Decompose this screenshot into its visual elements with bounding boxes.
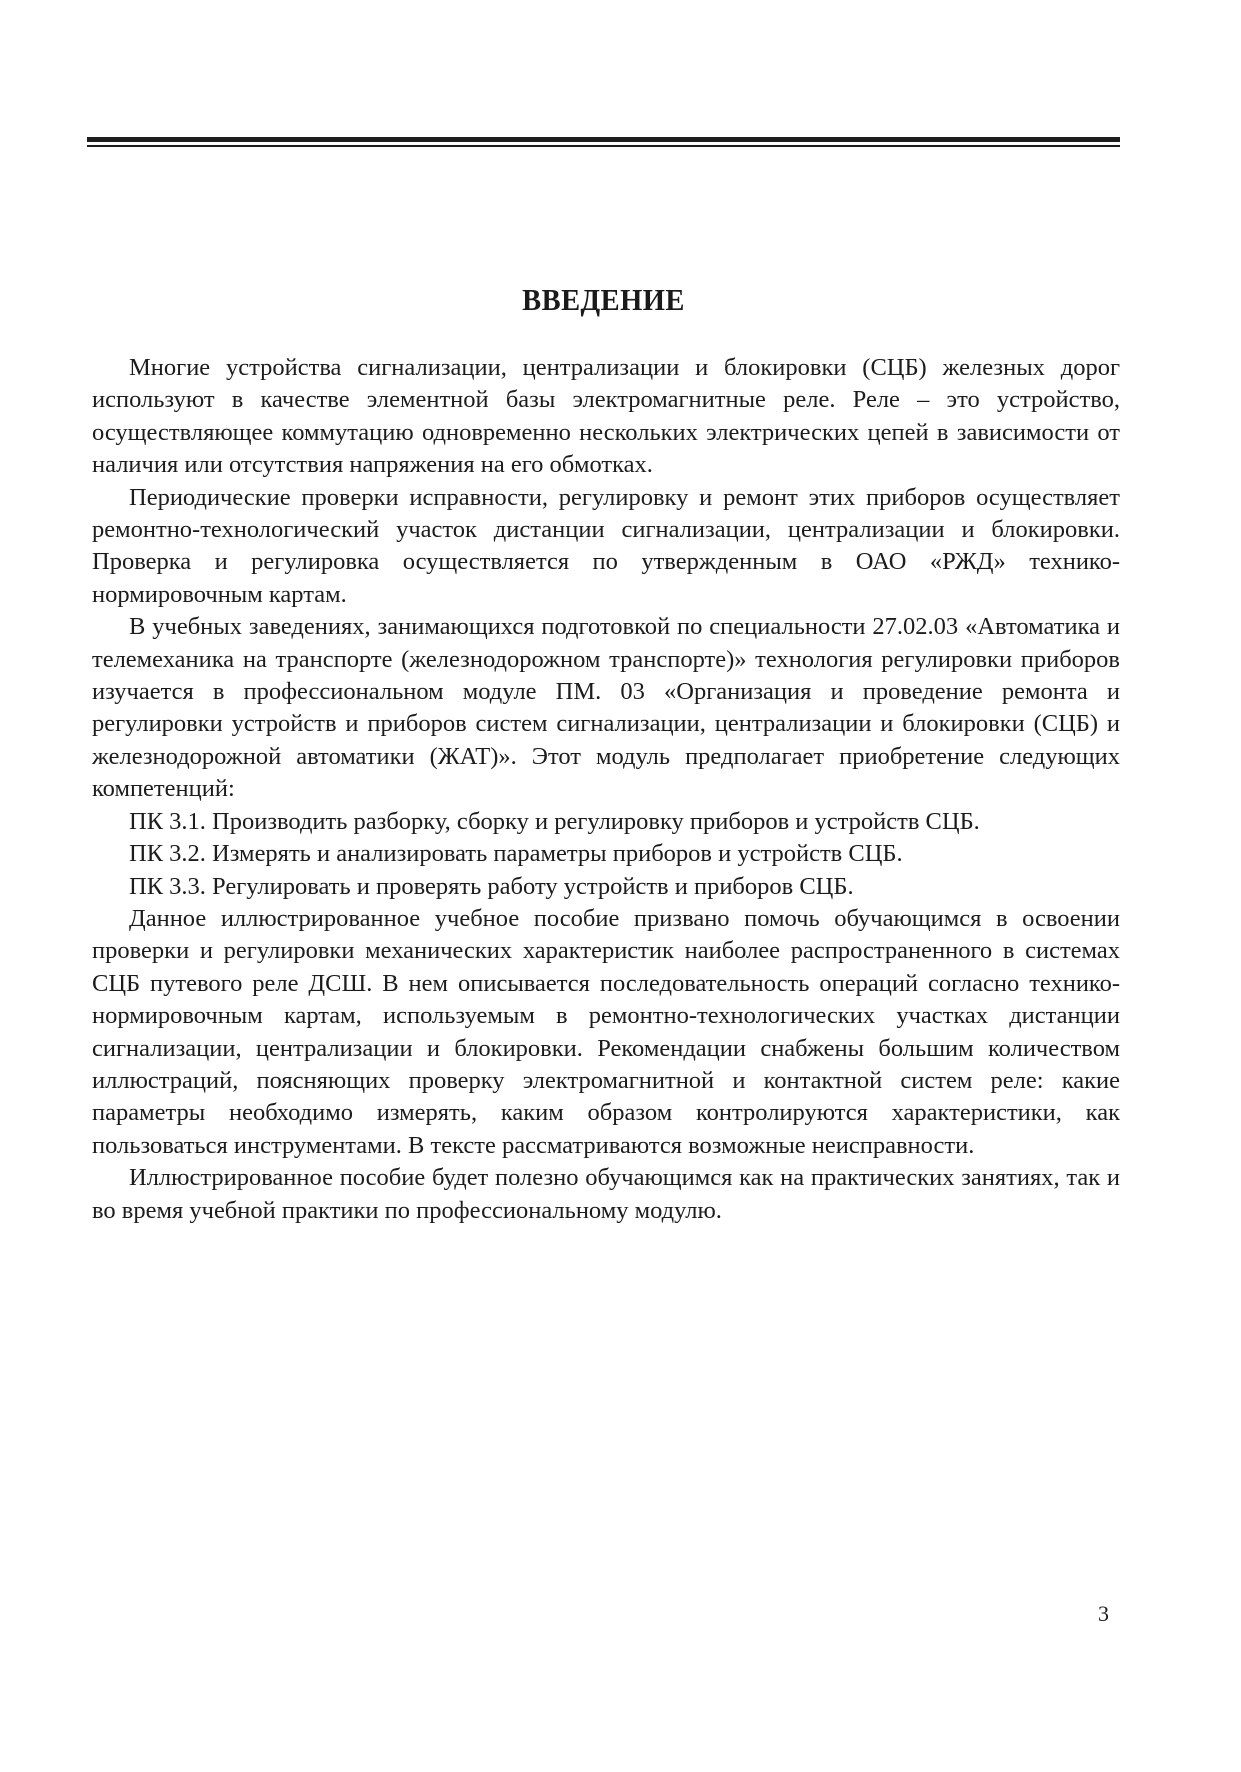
paragraph-maintenance: Периодические проверки исправности, регулировку и ремонт этих приборов осуществляет ремонтно-технологический участок дистанции сигнализации, централизации и блокировки. Проверка и регулировка осуществляется по утвержденным в ОАО «РЖД» технико-нормировочным картам. [92,483,1120,608]
page-number: 3 [1098,1601,1109,1626]
header-rule-thick [87,137,1120,142]
paragraph-education: В учебных заведениях, занимающихся подготовкой по специальности 27.02.03 «Автоматика и телемеханика на транспорте (железнодорожном транспорте)» технология регулировки приборов изучается в профессиональном модуле ПМ. 03 «Организация и проведение ремонта и регулировки устройств и приборов систем сигнализации, централизации и блокировки (СЦБ) и железнодорожной автоматики (ЖАТ)». Этот модуль предполагает приобретение следующих компетенций: [92,613,1120,803]
header-rule-thin [87,145,1120,147]
competency-pk-3-1: ПК 3.1. Производить разборку, сборку и регулировку приборов и устройств СЦБ. [129,807,980,835]
page-title: ВВЕДЕНИЕ [522,282,685,317]
competency-pk-3-2: ПК 3.2. Измерять и анализировать параметры приборов и устройств СЦБ. [129,840,903,868]
paragraph-usefulness: Иллюстрированное пособие будет полезно обучающимся как на практических занятиях, так и во время учебной практики по профессиональному модулю. [92,1164,1120,1224]
paragraph-manual-purpose: Данное иллюстрированное учебное пособие призвано помочь обучающимся в освоении проверки и регулировки механических характеристик наиболее распространенного в системах СЦБ путевого реле ДСШ. В нем описывается последовательность операций согласно технико-нормировочным картам, используемым в ремонтно-технологических участках дистанции сигнализации, централизации и блокировки. Рекомендации снабжены большим количеством иллюстраций, поясняющих проверку электромагнитной и контактной систем реле: какие параметры необходимо измерять, каким образом контролируются характеристики, как пользоваться инструментами. В тексте рассматриваются возможные неисправности. [92,904,1120,1159]
competency-pk-3-3: ПК 3.3. Регулировать и проверять работу устройств и приборов СЦБ. [129,872,854,900]
body-text [92,352,1120,1227]
paragraph-intro: Многие устройства сигнализации, централизации и блокировки (СЦБ) железных дорог используют в качестве элементной базы электромагнитные реле. Реле – это устройство, осуществляющее коммутацию одновременно нескольких электрических цепей в зависимости от наличия или отсутствия напряжения на его обмотках. [92,354,1120,479]
